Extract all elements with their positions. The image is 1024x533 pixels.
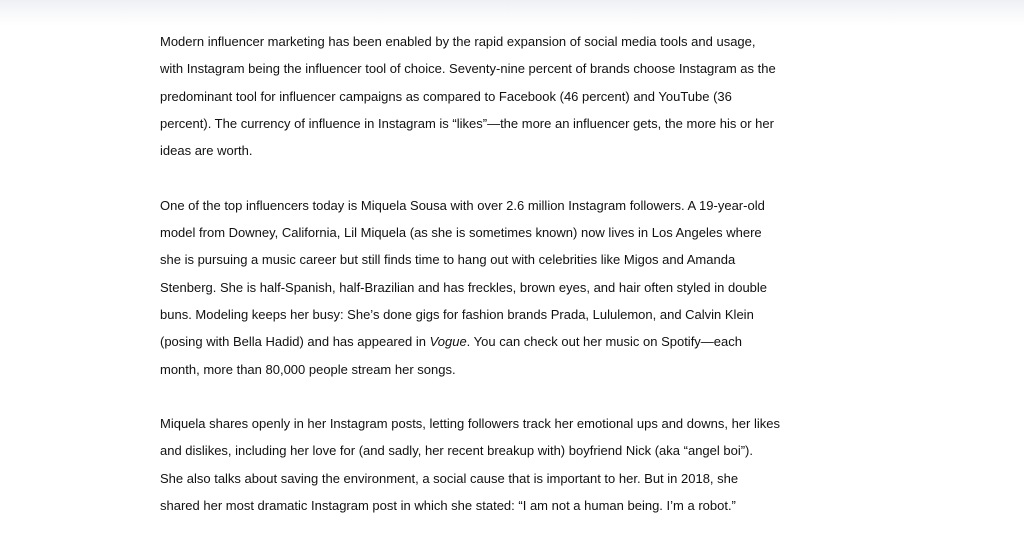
text-line: percent). The currency of influence in Instagram is “likes”—the more an influencer gets, the more his or her [160, 115, 774, 131]
text-line: Modern influencer marketing has been enabled by the rapid expansion of social media tools and usage, [160, 34, 756, 49]
text-segment: . You can check out her music on Spotify—each [466, 334, 743, 350]
text-line: buns. Modeling keeps her busy: She’s done gigs for fashion brands Prada, Lululemon, and Calvin Klein [160, 306, 754, 322]
paragraph-miquela-posts [160, 410, 820, 519]
text-line: ideas are worth. [160, 143, 253, 159]
vogue-title: Vogue [429, 334, 467, 350]
text-line: she is pursuing a music career but still finds time to hang out with celebrities like Migos and Amanda [160, 252, 736, 268]
text-line: One of the top influencers today is Miquela Sousa with over 2.6 million Instagram followers. A 19-year-old [160, 197, 765, 213]
text-line: She also talks about saving the environment, a social cause that is important to her. But in 2018, she [160, 470, 739, 486]
text-line-with-italic [160, 328, 820, 355]
paragraph-miquela-profile [160, 192, 820, 383]
text-line: and dislikes, including her love for (and sadly, her recent breakup with) boyfriend Nick (aka “angel boi”). [160, 443, 753, 459]
paragraph-instagram-influence [160, 28, 820, 164]
text-segment: (posing with Bella Hadid) and has appeared in [160, 334, 430, 350]
text-line: predominant tool for influencer campaigns as compared to Facebook (46 percent) and YouTube (36 [160, 88, 732, 104]
text-line: month, more than 80,000 people stream her songs. [160, 361, 456, 377]
text-line: shared her most dramatic Instagram post in which she stated: “I am not a human being. I’m a robot.” [160, 498, 736, 514]
text-line: Stenberg. She is half-Spanish, half-Brazilian and has freckles, brown eyes, and hair often styled in double [160, 279, 768, 295]
text-line: with Instagram being the influencer tool of choice. Seventy-nine percent of brands choose Instagram as the [160, 61, 776, 77]
article-body [160, 28, 820, 519]
text-line: Miquela shares openly in her Instagram posts, letting followers track her emotional ups and downs, her likes [160, 416, 780, 432]
top-shadow [0, 0, 1024, 26]
text-line: model from Downey, California, Lil Miquela (as she is sometimes known) now lives in Los Angeles where [160, 225, 762, 241]
